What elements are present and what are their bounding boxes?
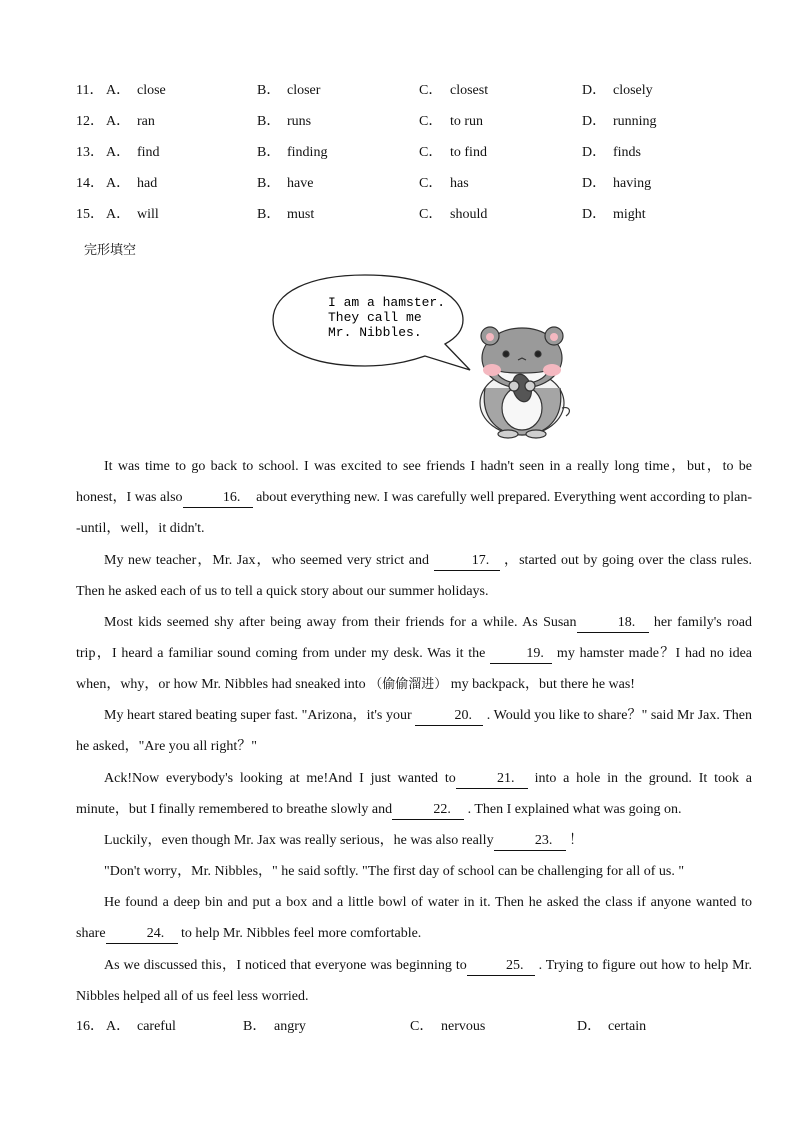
question-number: 12．	[76, 114, 104, 129]
blank-19[interactable]: 19.	[490, 645, 552, 664]
option-a[interactable]: ran	[137, 114, 155, 129]
option-c[interactable]: closest	[450, 83, 489, 98]
option-letter: C．	[419, 145, 443, 160]
option-letter: D．	[582, 83, 607, 98]
paragraph-2: My new teacher，Mr. Jax，who seemed very strict and 17. ，started out by going over the class rules. Then he asked each of us to tell a quick story about our summer holidays.	[76, 553, 752, 599]
option-c[interactable]: to find	[450, 145, 487, 160]
paragraph-8: He found a deep bin and put a box and a little bowl of water in it. Then he asked the class if anyone wanted to share 24. to help Mr. Nibbles feel more comfortable.	[76, 887, 752, 949]
option-d[interactable]: closely	[613, 83, 653, 98]
option-letter: B．	[257, 207, 281, 222]
bubble-line-2: They call me	[328, 310, 422, 325]
blank-21[interactable]: 21.	[456, 770, 528, 789]
option-d[interactable]: finds	[613, 145, 641, 160]
option-d[interactable]: running	[613, 114, 657, 129]
speech-bubble	[273, 275, 470, 370]
option-b[interactable]: finding	[287, 145, 328, 160]
option-letter: A．	[106, 145, 131, 160]
option-letter: C．	[419, 114, 443, 129]
option-d[interactable]: might	[613, 207, 646, 222]
option-letter: C．	[419, 207, 443, 222]
paragraph-6: Luckily，even though Mr. Jax was really serious，he was also really 23. ！	[76, 825, 752, 856]
option-b[interactable]: runs	[287, 114, 312, 129]
paragraph-7: "Don't worry，Mr. Nibbles，" he said softly. "The first day of school can be challenging for all of us. "	[104, 864, 685, 879]
question-number: 13．	[76, 145, 104, 160]
option-a[interactable]: find	[137, 145, 160, 160]
blank-25[interactable]: 25.	[467, 957, 535, 976]
question-number: 16．	[76, 1019, 104, 1034]
option-a[interactable]: careful	[137, 1019, 176, 1034]
option-letter: B．	[243, 1019, 267, 1034]
option-letter: C．	[410, 1019, 434, 1034]
option-a[interactable]: will	[137, 207, 159, 222]
option-letter: A．	[106, 83, 131, 98]
blank-16[interactable]: 16.	[183, 489, 253, 508]
blank-23[interactable]: 23.	[494, 832, 566, 851]
option-b[interactable]: have	[287, 176, 314, 191]
option-letter: A．	[106, 207, 131, 222]
option-letter: D．	[582, 207, 607, 222]
option-c[interactable]: has	[450, 176, 469, 191]
question-number: 11．	[76, 83, 104, 98]
option-letter: B．	[257, 83, 281, 98]
option-d[interactable]: having	[613, 176, 652, 191]
hamster-icon	[480, 327, 569, 438]
option-a[interactable]: close	[137, 83, 166, 98]
option-c[interactable]: nervous	[441, 1019, 486, 1034]
option-letter: B．	[257, 145, 281, 160]
blank-22[interactable]: 22.	[392, 801, 464, 820]
hamster-illustration	[270, 270, 580, 445]
option-a[interactable]: had	[137, 176, 158, 191]
blank-18[interactable]: 18.	[577, 614, 649, 633]
bubble-line-1: I am a hamster.	[328, 295, 446, 310]
bubble-line-3: Mr. Nibbles.	[328, 325, 422, 340]
question-number: 15．	[76, 207, 104, 222]
option-letter: D．	[577, 1019, 602, 1034]
blank-17[interactable]: 17.	[434, 552, 500, 571]
option-c[interactable]: should	[450, 207, 488, 222]
option-letter: B．	[257, 176, 281, 191]
option-letter: C．	[419, 83, 443, 98]
option-b[interactable]: must	[287, 207, 315, 222]
option-letter: A．	[106, 176, 131, 191]
option-b[interactable]: angry	[274, 1019, 306, 1034]
option-letter: B．	[257, 114, 281, 129]
option-b[interactable]: closer	[287, 83, 321, 98]
blank-24[interactable]: 24.	[106, 925, 178, 944]
option-letter: A．	[106, 114, 131, 129]
section-heading: 完形填空	[84, 243, 137, 258]
option-letter: D．	[582, 176, 607, 191]
paragraph-4: My heart stared beating super fast. "Arizona，it's your 20. . Would you like to share？" said Mr Jax. Then he asked，"Are you all right？"	[76, 708, 752, 754]
option-letter: C．	[419, 176, 443, 191]
option-c[interactable]: to run	[450, 114, 484, 129]
question-number: 14．	[76, 176, 104, 191]
paragraph-9: As we discussed this，I noticed that everyone was beginning to 25. . Trying to figure out how to help Mr. Nibbles helped all of us feel less worried.	[76, 958, 753, 1004]
option-letter: D．	[582, 114, 607, 129]
option-d[interactable]: certain	[608, 1019, 647, 1034]
paragraph-1: It was time to go back to school. I was excited to see friends I hadn't seen in a really long time，but，to be honest，I was also 16. about everything new. I was carefully well prepared. Everything went according to plan--until，well，it didn't.	[76, 459, 753, 536]
option-letter: A．	[106, 1019, 131, 1034]
paragraph-5: Ack!Now everybody's looking at me!And I just wanted to 21. into a hole in the ground. It took a minute，but I finally remembered to breathe slowly and 22. . Then I explained what was going on.	[76, 763, 752, 825]
blank-20[interactable]: 20.	[415, 707, 483, 726]
paragraph-3: Most kids seemed shy after being away from their friends for a while. As Susan 18. her family's road trip，I heard a familiar sound coming from under my desk. Was it the 19. my hamster made？I had no idea when，why，or how Mr. Nibbles had sneaked into （偷偷溜进） my backpack，but there he was!	[76, 615, 753, 692]
option-letter: D．	[582, 145, 607, 160]
